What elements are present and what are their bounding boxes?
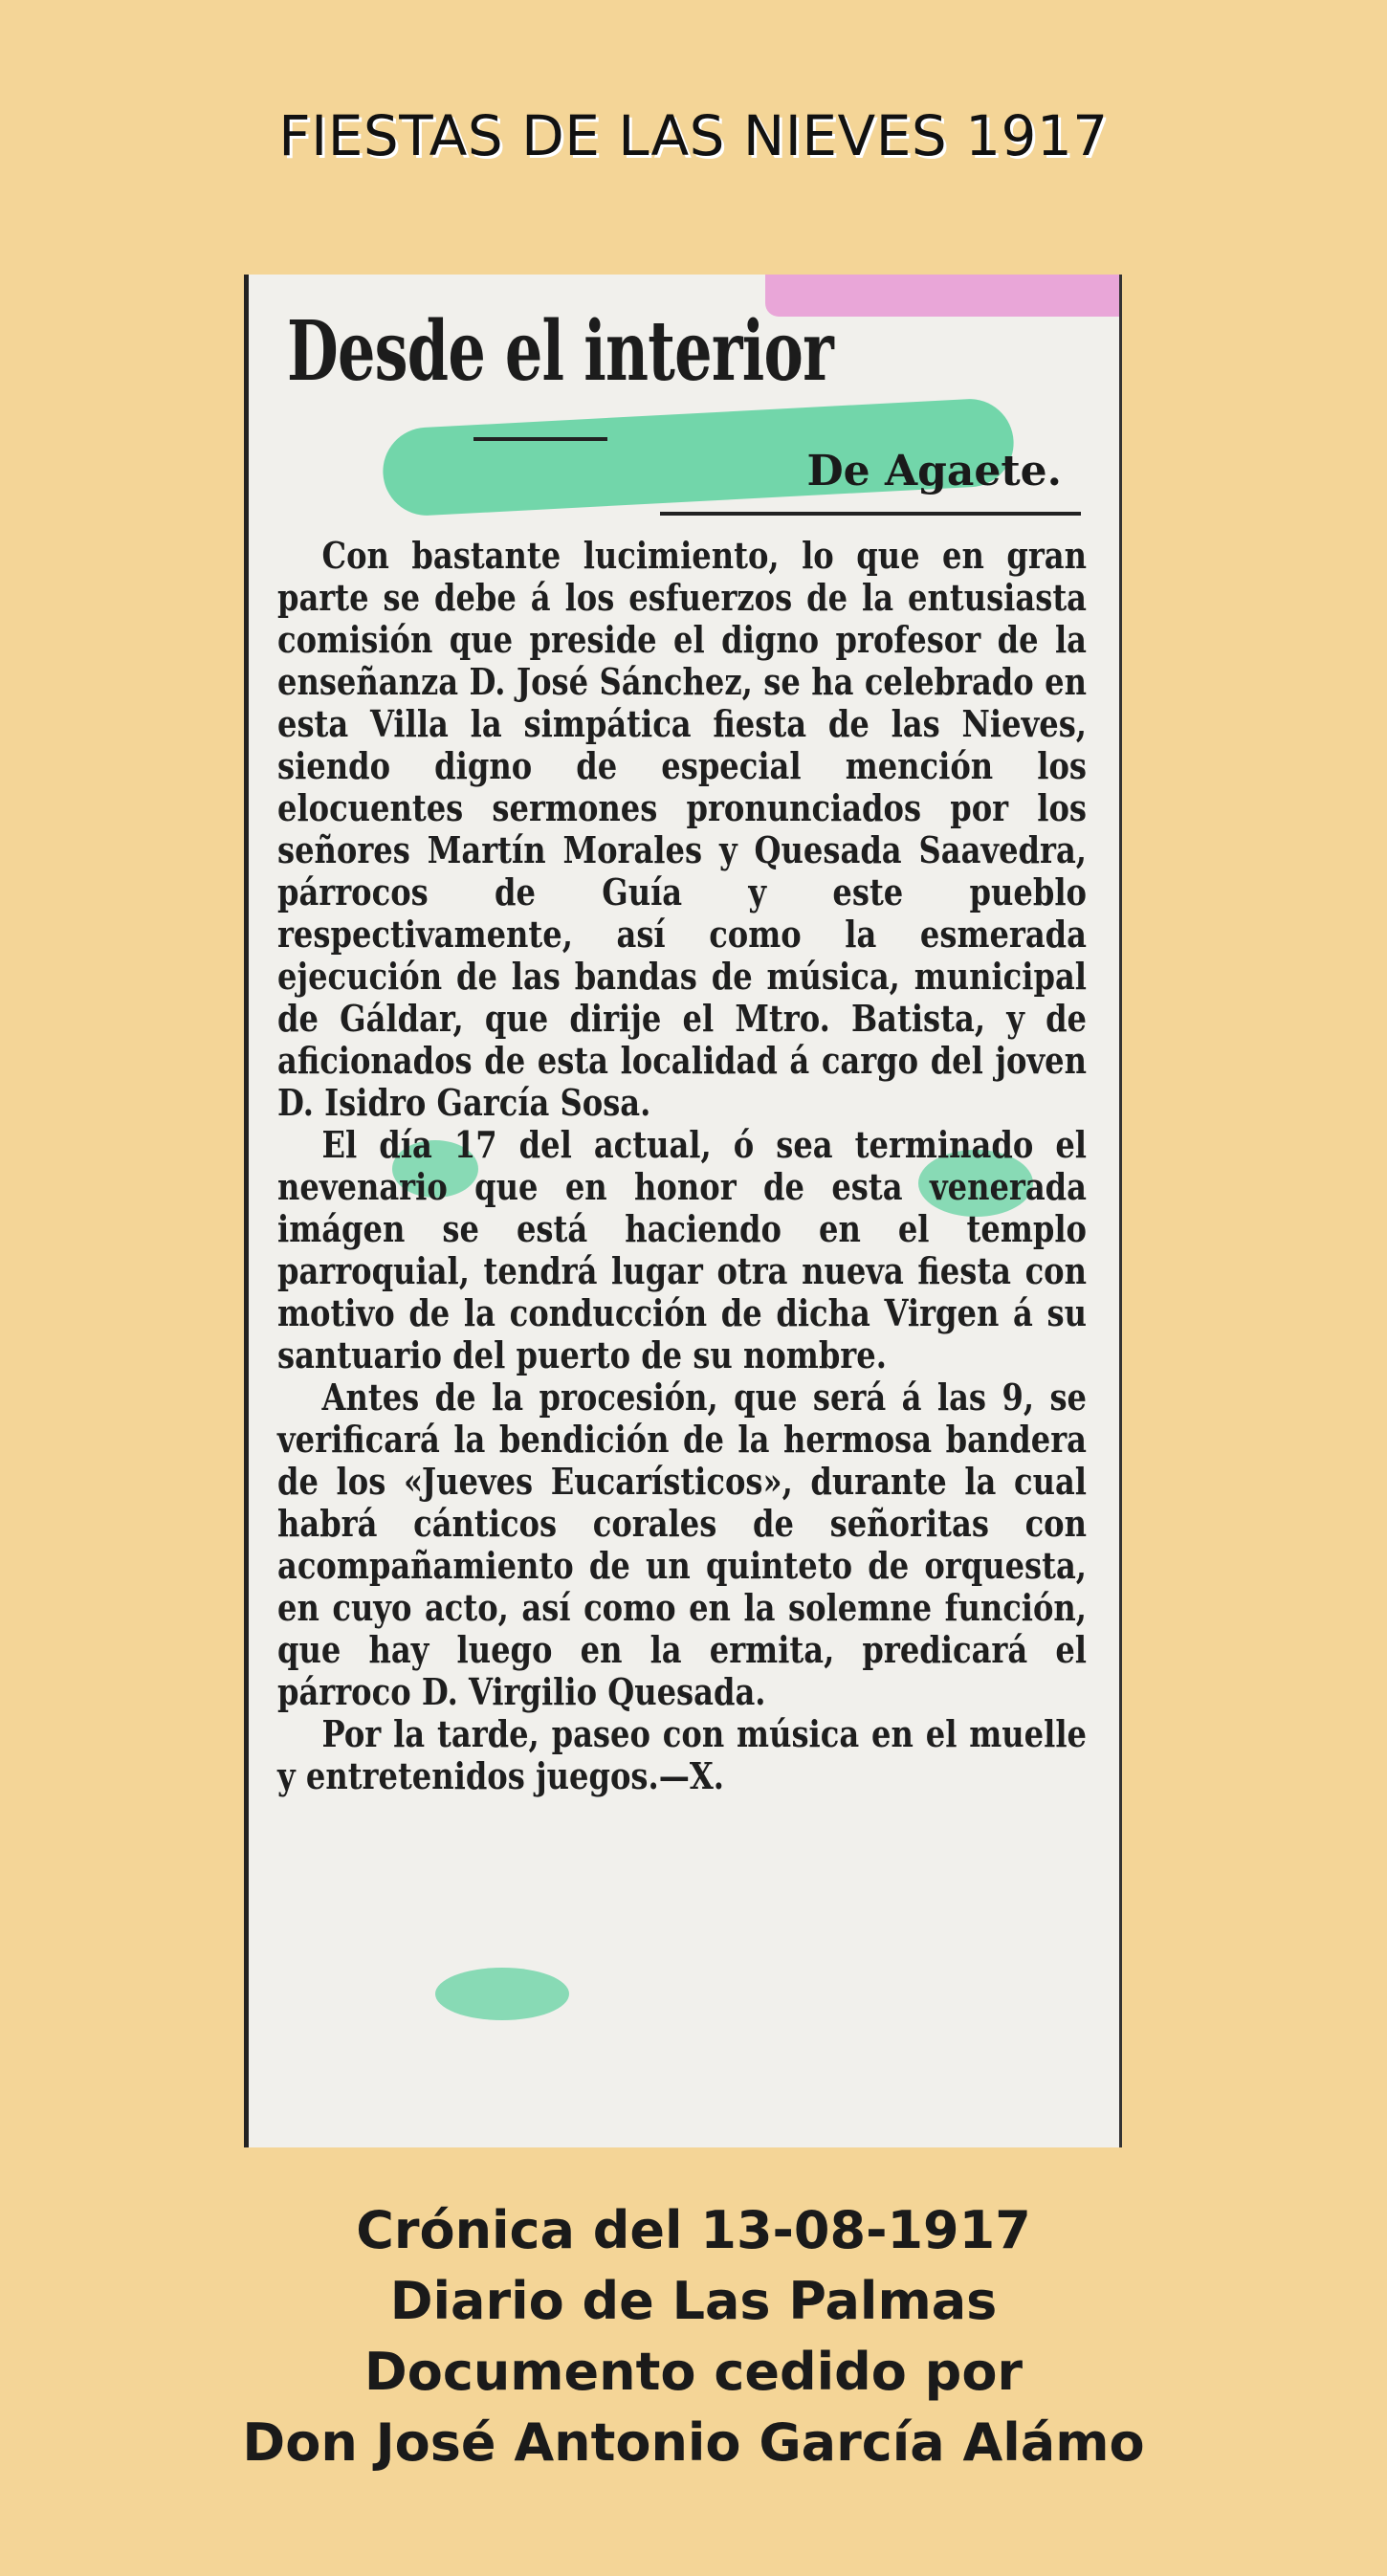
headline-rule bbox=[473, 437, 607, 441]
article-paragraph: Con bastante lucimiento, lo que en gran parte se debe á los esfuerzos de la entusiasta comisión que preside el digno profesor de la enseñanza D. José Sánchez, se ha celebrado en esta Villa la simpática fiesta de las Nieves, siendo digno de especial mención los elocuentes sermones pronunciados por los señores Martín Morales y Quesada Saavedra, párrocos de Guía y este pueblo respectivamente, así como la esmerada ejecución de las bandas de música, municipal de Gáldar, que dirije el Mtro. Batista, y de aficionados de esta localidad á cargo del joven D. Isidro García Sosa. bbox=[277, 534, 1087, 1124]
credit-newspaper: Diario de Las Palmas bbox=[389, 2271, 998, 2331]
credit-donor: Don José Antonio García Alámo bbox=[242, 2412, 1145, 2473]
article-headline: Desde el interior bbox=[287, 303, 834, 400]
article-paragraph: Por la tarde, paseo con música en el muelle y entretenidos juegos.—X. bbox=[277, 1712, 1087, 1797]
newspaper-clipping bbox=[244, 275, 1122, 2147]
article-body bbox=[277, 535, 1087, 1797]
credit-date: Crónica del 13-08-1917 bbox=[356, 2200, 1031, 2260]
credit-donation: Documento cedido por bbox=[363, 2342, 1024, 2402]
dateline-rule bbox=[660, 512, 1081, 516]
article-dateline: De Agaete. bbox=[806, 447, 1062, 495]
green-highlight-spot bbox=[435, 1968, 569, 2020]
page-title: FIESTAS DE LAS NIEVES 1917 bbox=[278, 103, 1109, 168]
credits-block bbox=[0, 2195, 1387, 2478]
article-paragraph: Antes de la procesión, que será á las 9, se verificará la bendición de la hermosa bandera de los «Jueves Eucarísticos», durante la cual habrá cánticos corales de señoritas con acompañamiento de un quinteto de orquesta, en cuyo acto, así como en la solemne función, que hay luego en la ermita, predicará el párroco D. Virgilio Quesada. bbox=[277, 1376, 1087, 1713]
article-paragraph: El día 17 del actual, ó sea terminado el nevenario que en honor de esta venerada imágen se está haciendo en el templo parroquial, tendrá lugar otra nueva fiesta con motivo de la conducción de dicha Virgen á su santuario del puerto de su nombre. bbox=[277, 1123, 1087, 1376]
